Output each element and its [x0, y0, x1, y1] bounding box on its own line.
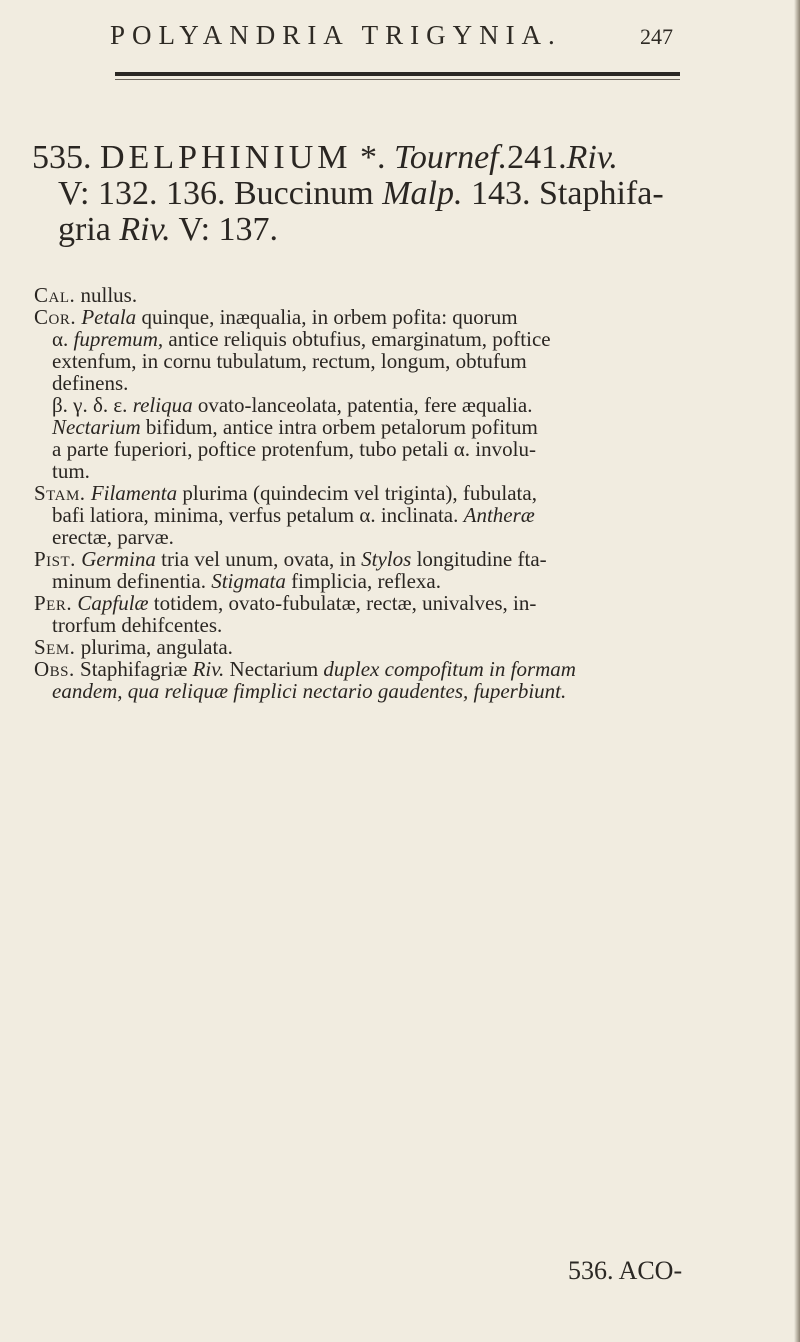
- entry-number: 535.: [32, 139, 92, 176]
- corolla-line-5: β. γ. δ. ε. reliqua ovato-lanceolata, patentia, fere æqualia.: [52, 393, 533, 417]
- stamen-line-2: bafi latiora, minima, verfus petalum α. inclinata. Antheræ: [52, 503, 535, 527]
- header-rule: [115, 72, 680, 76]
- nectary-line: Nectarium bifidum, antice intra orbem petalorum pofitum: [52, 415, 538, 439]
- nectary-line-3: tum.: [52, 459, 90, 483]
- corolla-line: Cor. Petala quinque, inæqualia, in orbem pofita: quorum: [34, 305, 518, 329]
- genus-heading-line-2: V: 132. 136. Buccinum Malp. 143. Staphifa-: [58, 175, 664, 212]
- pericarp-line: Per. Capfulæ totidem, ovato-fubulatæ, rectæ, univalves, in-: [34, 591, 537, 615]
- catchword: 536. ACO-: [568, 1256, 683, 1285]
- genus-name: DELPHINIUM: [100, 139, 352, 176]
- stamen-line: Stam. Filamenta plurima (quindecim vel triginta), fubulata,: [34, 481, 537, 505]
- generic-description: [0, 284, 720, 702]
- stamen-line-3: erectæ, parvæ.: [52, 525, 174, 549]
- corolla-line-3: extenfum, in cornu tubulatum, rectum, longum, obtufum: [52, 349, 527, 373]
- star-mark: *.: [360, 139, 386, 176]
- genus-heading: [32, 140, 732, 248]
- reference-author-rivinus: Riv.: [566, 139, 618, 176]
- corolla-line-4: definens.: [52, 371, 129, 395]
- observation-line: Obs. Staphifagriæ Riv. Nectarium duplex compofitum in formam: [34, 657, 576, 681]
- page-number: 247: [640, 24, 673, 49]
- corolla-line-2: α. fupremum, antice reliquis obtufius, emarginatum, poftice: [52, 327, 551, 351]
- running-title: POLYANDRIA TRIGYNIA.: [110, 20, 562, 50]
- page-edge-shadow: [794, 0, 800, 1342]
- reference-author-tournefort: Tournef.: [394, 139, 508, 176]
- genus-heading-line-3: gria Riv. V: 137.: [58, 211, 279, 248]
- seed-line: Sem. plurima, angulata.: [34, 635, 233, 659]
- observation-line-2: eandem, qua reliquæ fimplici nectario gaudentes, fuperbiunt.: [52, 679, 567, 703]
- pistil-line-2: minum definentia. Stigmata fimplicia, reflexa.: [52, 569, 441, 593]
- genus-heading-line-1: [32, 140, 732, 176]
- nectary-line-2: a parte fuperiori, poftice protenfum, tubo petali α. involu-: [52, 437, 536, 461]
- header-rule-thin: [115, 79, 680, 80]
- pericarp-line-2: trorfum dehifcentes.: [52, 613, 223, 637]
- reference-page: 241.: [507, 139, 567, 176]
- calyx-line: Cal. nullus.: [34, 283, 138, 307]
- pistil-line: Pist. Germina tria vel unum, ovata, in Stylos longitudine fta-: [34, 547, 547, 571]
